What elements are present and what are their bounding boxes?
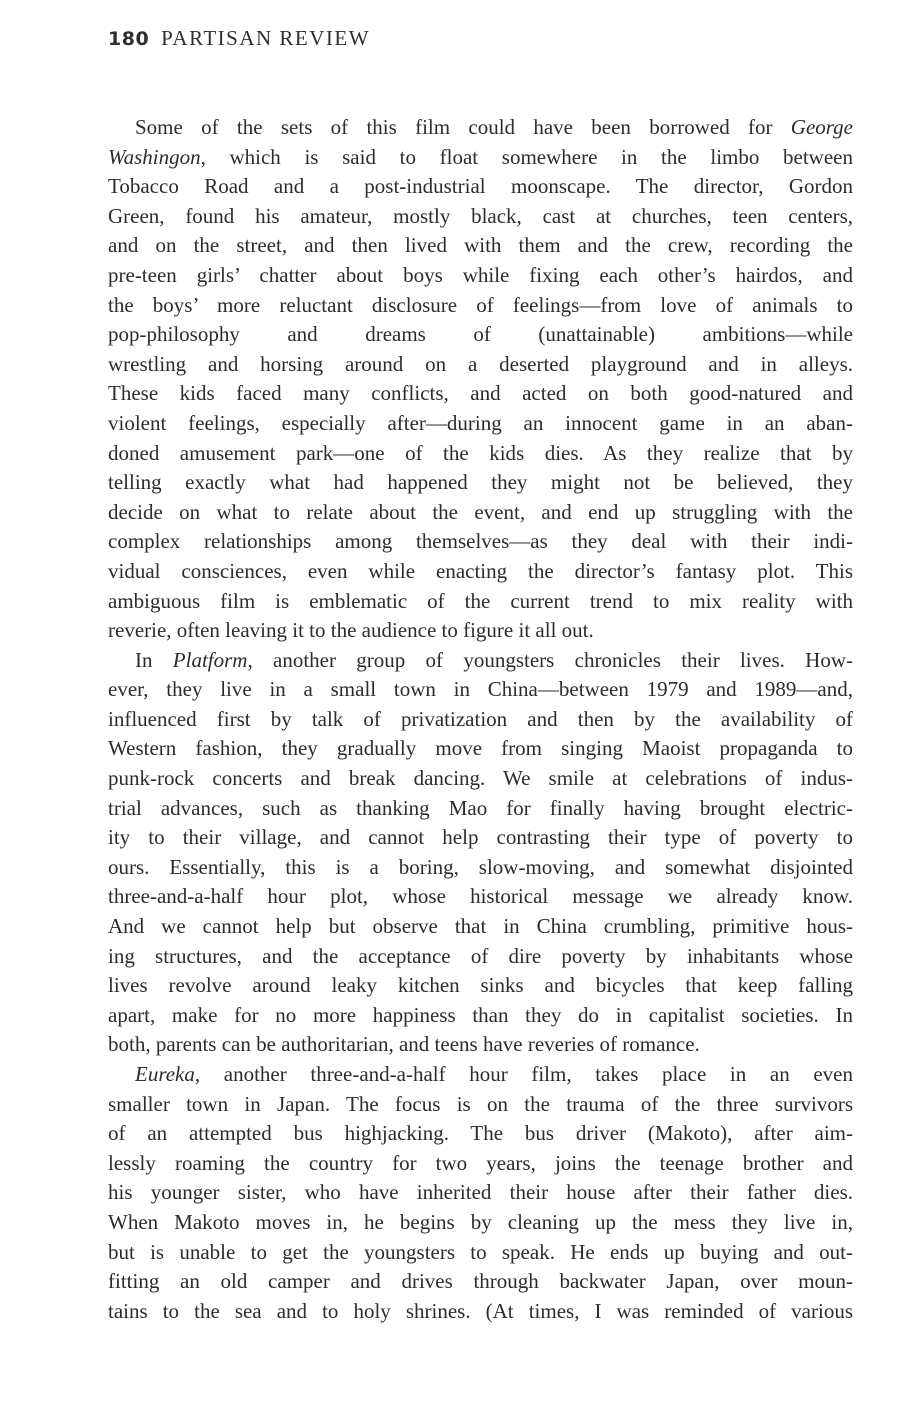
- text-line: ever, they live in a small town in China—between 1979 and 1989—and,: [108, 677, 853, 702]
- text-line: ours. Essentially, this is a boring, slow-moving, and somewhat disjointed: [108, 854, 853, 879]
- text-line: tains to the sea and to holy shrines. (At times, I was reminded of various: [108, 1298, 853, 1323]
- text-line: and on the street, and then lived with them and the crew, recording the: [108, 233, 853, 258]
- text-line: the boys’ more reluctant disclosure of feelings—from love of animals to: [108, 292, 853, 317]
- text-line: And we cannot help but observe that in China crumbling, primitive hous-: [108, 914, 853, 939]
- text-line: When Makoto moves in, he begins by cleaning up the mess they live in,: [108, 1209, 853, 1234]
- text-line: Some of the sets of this film could have been borrowed for George: [135, 115, 853, 139]
- text-line: vidual consciences, even while enacting the director’s fantasy plot. This: [108, 558, 853, 583]
- article-body: [108, 113, 853, 1326]
- text-line: Washingon, which is said to float somewhere in the limbo between: [108, 144, 853, 169]
- text-line: of an attempted bus highjacking. The bus driver (Makoto), after aim-: [108, 1121, 853, 1146]
- text-line: his younger sister, who have inherited their house after their father dies.: [108, 1180, 853, 1205]
- text-line: Tobacco Road and a post-industrial moonscape. The director, Gordon: [108, 174, 853, 199]
- text-line: ity to their village, and cannot help contrasting their type of poverty to: [108, 825, 853, 850]
- paragraph: [108, 1060, 853, 1326]
- text-line: trial advances, such as thanking Mao for finally having brought electric-: [108, 795, 853, 820]
- text-line: reverie, often leaving it to the audience to figure it all out.: [108, 618, 594, 643]
- text-line: wrestling and horsing around on a deserted playground and in alleys.: [108, 351, 853, 376]
- text-line: complex relationships among themselves—as they deal with their indi-: [108, 529, 853, 554]
- text-line: ambiguous film is emblematic of the current trend to mix reality with: [108, 588, 853, 613]
- page-number: 180: [108, 28, 150, 50]
- text-line: Green, found his amateur, mostly black, cast at churches, teen centers,: [108, 203, 853, 228]
- text-line: three-and-a-half hour plot, whose historical message we already know.: [108, 884, 853, 909]
- text-line: both, parents can be authoritarian, and teens have reveries of romance.: [108, 1032, 700, 1057]
- text-line: ing structures, and the acceptance of dire poverty by inhabitants whose: [108, 943, 853, 968]
- text-line: lessly roaming the country for two years, joins the teenage brother and: [108, 1150, 853, 1175]
- text-line: smaller town in Japan. The focus is on the trauma of the three survivors: [108, 1091, 853, 1116]
- text-line: influenced first by talk of privatization and then by the availability of: [108, 706, 853, 731]
- text-line: violent feelings, especially after—during an innocent game in an aban-: [108, 410, 853, 435]
- text-line: doned amusement park—one of the kids dies. As they realize that by: [108, 440, 853, 465]
- text-line: punk-rock concerts and break dancing. We smile at celebrations of indus-: [108, 766, 853, 791]
- paragraph: [108, 113, 853, 646]
- text-line: pre-teen girls’ chatter about boys while fixing each other’s hairdos, and: [108, 262, 853, 287]
- text-line: Western fashion, they gradually move from singing Maoist propaganda to: [108, 736, 853, 761]
- text-line: In Platform, another group of youngsters chronicles their lives. How-: [135, 647, 853, 672]
- text-line: telling exactly what had happened they might not be believed, they: [108, 470, 853, 495]
- text-line: but is unable to get the youngsters to speak. He ends up buying and out-: [108, 1239, 853, 1264]
- text-line: These kids faced many conflicts, and acted on both good-natured and: [108, 381, 853, 406]
- text-line: Eureka, another three-and-a-half hour film, takes place in an even: [135, 1062, 853, 1086]
- text-line: fitting an old camper and drives through backwater Japan, over moun-: [108, 1269, 853, 1294]
- paragraph: [108, 646, 853, 1060]
- text-line: decide on what to relate about the event, and end up struggling with the: [108, 499, 853, 524]
- text-line: apart, make for no more happiness than they do in capitalist societies. In: [108, 1002, 853, 1027]
- journal-title: PARTISAN REVIEW: [161, 26, 371, 50]
- text-line: pop-philosophy and dreams of (unattainable) ambitions—while: [108, 322, 853, 347]
- text-line: lives revolve around leaky kitchen sinks and bicycles that keep falling: [108, 973, 853, 998]
- running-head: [108, 26, 370, 51]
